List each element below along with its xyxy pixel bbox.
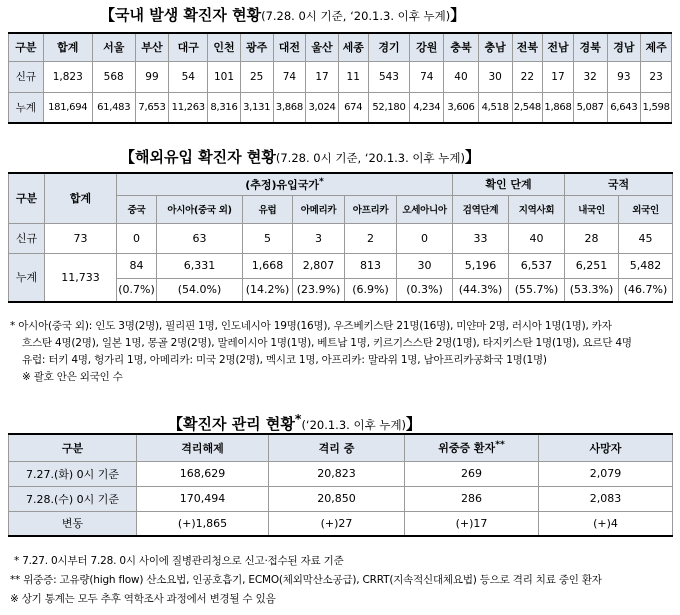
management-header-cell: 구분 — [9, 434, 137, 461]
domestic-header-cell: 합계 — [43, 33, 92, 61]
table-cell: 3,606 — [444, 92, 479, 123]
table-cell: 1,668 — [243, 253, 293, 278]
table-cell: 45 — [619, 223, 673, 253]
table-cell: 54 — [169, 61, 208, 92]
domestic-header-cell: 광주 — [240, 33, 273, 61]
table-cell: (14.2%) — [243, 278, 293, 302]
table-cell: 11,733 — [45, 253, 117, 302]
domestic-cases-table — [8, 32, 672, 124]
table-cell: 28 — [565, 223, 619, 253]
table-cell: 3,131 — [240, 92, 273, 123]
row-label: 7.27.(화) 0시 기준 — [9, 461, 137, 486]
table-cell: 1,868 — [543, 92, 574, 123]
table-cell: (+)4 — [539, 511, 673, 536]
table-cell: 20,850 — [269, 486, 405, 511]
overseas-subheader: 검역단계 — [453, 195, 509, 223]
row-label: 신규 — [9, 223, 45, 253]
table-cell: (0.3%) — [397, 278, 453, 302]
table-cell: 93 — [607, 61, 641, 92]
table-cell: (53.3%) — [565, 278, 619, 302]
note-line: 흐스탄 4명(2명), 일본 1명, 몽골 2명(2명), 말레이시아 1명(1명), 베트남 1명, 키르기스스탄 2명(1명), 타지키스탄 1명(1명), 요르단 4명 — [22, 337, 632, 349]
table-cell: 30 — [478, 61, 512, 92]
table-cell: 674 — [338, 92, 368, 123]
domestic-header-cell: 전북 — [512, 33, 543, 61]
overseas-row-new — [9, 223, 673, 253]
table-cell: 0 — [397, 223, 453, 253]
table-cell: 170,494 — [137, 486, 269, 511]
overseas-subheader: 내국인 — [565, 195, 619, 223]
table-cell: 2,079 — [539, 461, 673, 486]
footer-line: ** 위중증: 고유량(high flow) 산소요법, 인공호흡기, ECMO(체외막산소공급), CRRT(지속적신대체요법) 등으로 격리 치료 중인 환자 — [10, 574, 602, 586]
overseas-cases-table — [8, 172, 673, 303]
table-cell: 40 — [444, 61, 479, 92]
table-cell: 63 — [157, 223, 243, 253]
overseas-subheader: 아시아(중국 외) — [157, 195, 243, 223]
table-cell: 6,537 — [509, 253, 565, 278]
table-cell: 269 — [405, 461, 539, 486]
table-cell: (0.7%) — [117, 278, 157, 302]
table-cell: 1,823 — [43, 61, 92, 92]
table-cell: 543 — [368, 61, 410, 92]
management-header-cell: 사망자 — [539, 434, 673, 461]
table-cell: 20,823 — [269, 461, 405, 486]
table-cell: 813 — [345, 253, 397, 278]
management-row-change — [9, 511, 673, 536]
table-cell: (+)1,865 — [137, 511, 269, 536]
management-row — [9, 461, 673, 486]
domestic-header-cell: 경북 — [573, 33, 607, 61]
table-cell: (54.0%) — [157, 278, 243, 302]
footer-notes — [10, 552, 602, 609]
row-label: 신규 — [9, 61, 44, 92]
domestic-header-cell: 구분 — [9, 33, 44, 61]
domestic-title: 【국내 발생 확진자 현황(7.28. 0시 기준, ‘20.1.3. 이후 누계)】 — [100, 6, 466, 24]
table-cell: 5,196 — [453, 253, 509, 278]
table-cell: 6,251 — [565, 253, 619, 278]
table-cell: 61,483 — [92, 92, 135, 123]
table-cell: 2,548 — [512, 92, 543, 123]
table-cell: 286 — [405, 486, 539, 511]
table-cell: 6,331 — [157, 253, 243, 278]
domestic-header-cell: 충남 — [478, 33, 512, 61]
overseas-group-nation: 국적 — [565, 173, 673, 195]
table-cell: 22 — [512, 61, 543, 92]
table-cell: 32 — [573, 61, 607, 92]
table-cell: 7,653 — [135, 92, 169, 123]
overseas-group-countries: (추정)유입국가* — [117, 173, 453, 195]
table-cell: 8,316 — [208, 92, 241, 123]
management-table — [8, 433, 673, 537]
domestic-header-cell: 충북 — [444, 33, 479, 61]
table-cell: 3,868 — [273, 92, 306, 123]
overseas-subheader: 중국 — [117, 195, 157, 223]
table-cell: (46.7%) — [619, 278, 673, 302]
domestic-header-cell: 경기 — [368, 33, 410, 61]
management-row — [9, 486, 673, 511]
row-label: 7.28.(수) 0시 기준 — [9, 486, 137, 511]
table-cell: (23.9%) — [293, 278, 345, 302]
domestic-header-cell: 강원 — [410, 33, 444, 61]
overseas-group-confirm: 확인 단계 — [453, 173, 565, 195]
overseas-row-cumulative — [9, 253, 673, 278]
table-cell: 568 — [92, 61, 135, 92]
table-cell: 4,234 — [410, 92, 444, 123]
domestic-header-cell: 부산 — [135, 33, 169, 61]
table-cell: 4,518 — [478, 92, 512, 123]
domestic-row-new — [9, 61, 672, 92]
table-cell: 30 — [397, 253, 453, 278]
table-cell: 6,643 — [607, 92, 641, 123]
overseas-subheader: 외국인 — [619, 195, 673, 223]
table-cell: 74 — [273, 61, 306, 92]
table-cell: 17 — [306, 61, 339, 92]
management-title: 【확진자 관리 현황*(‘20.1.3. 이후 누계)】 — [168, 411, 422, 433]
table-cell: (6.9%) — [345, 278, 397, 302]
overseas-header-row-1 — [9, 173, 673, 195]
row-label: 누계 — [9, 92, 44, 123]
table-cell: 11,263 — [169, 92, 208, 123]
table-cell: (44.3%) — [453, 278, 509, 302]
table-cell: 40 — [509, 223, 565, 253]
table-cell: 101 — [208, 61, 241, 92]
table-cell: (+)17 — [405, 511, 539, 536]
overseas-subheader: 아메리카 — [293, 195, 345, 223]
domestic-header-row — [9, 33, 672, 61]
table-cell: 25 — [240, 61, 273, 92]
domestic-header-cell: 울산 — [306, 33, 339, 61]
overseas-col-gubun: 구분 — [9, 173, 45, 223]
table-cell: 74 — [410, 61, 444, 92]
note-line: * 아시아(중국 외): 인도 3명(2명), 필리핀 1명, 인도네시아 19명(16명), 우즈베키스탄 21명(16명), 미얀마 2명, 러시아 1명(1명), 카자 — [10, 320, 612, 332]
table-cell: (+)27 — [269, 511, 405, 536]
footer-line: * 7.27. 0시부터 7.28. 0시 사이에 질병관리청으로 신고·접수된 자료 기준 — [14, 555, 344, 567]
table-cell: 168,629 — [137, 461, 269, 486]
table-cell: 5,482 — [619, 253, 673, 278]
table-cell: 33 — [453, 223, 509, 253]
overseas-notes — [10, 318, 632, 386]
overseas-subheader: 오세아니아 — [397, 195, 453, 223]
overseas-col-total: 합계 — [45, 173, 117, 223]
table-cell: 2 — [345, 223, 397, 253]
table-cell: 52,180 — [368, 92, 410, 123]
table-cell: 11 — [338, 61, 368, 92]
overseas-subheader: 지역사회 — [509, 195, 565, 223]
domestic-row-cumulative — [9, 92, 672, 123]
domestic-header-cell: 제주 — [641, 33, 672, 61]
table-cell: 3,024 — [306, 92, 339, 123]
table-cell: 3 — [293, 223, 345, 253]
table-cell: 23 — [641, 61, 672, 92]
table-cell: 5 — [243, 223, 293, 253]
management-header-cell: 격리해제 — [137, 434, 269, 461]
management-header-row — [9, 434, 673, 461]
overseas-title: 【해외유입 확진자 현황(7.28. 0시 기준, ‘20.1.3. 이후 누계)】 — [120, 148, 481, 166]
table-cell: 99 — [135, 61, 169, 92]
overseas-subheader: 아프리카 — [345, 195, 397, 223]
note-line: ※ 괄호 안은 외국인 수 — [22, 371, 123, 383]
table-cell: 17 — [543, 61, 574, 92]
table-cell: 5,087 — [573, 92, 607, 123]
domestic-header-cell: 전남 — [543, 33, 574, 61]
management-header-cell: 격리 중 — [269, 434, 405, 461]
row-label: 누계 — [9, 253, 45, 302]
table-cell: (55.7%) — [509, 278, 565, 302]
table-cell: 84 — [117, 253, 157, 278]
table-cell: 73 — [45, 223, 117, 253]
note-line: 유럽: 터키 4명, 헝가리 1명, 아메리카: 미국 2명(2명), 멕시코 1명, 아프리카: 말라위 1명, 남아프리카공화국 1명(1명) — [22, 354, 547, 366]
domestic-header-cell: 세종 — [338, 33, 368, 61]
domestic-header-cell: 대구 — [169, 33, 208, 61]
row-label: 변동 — [9, 511, 137, 536]
domestic-header-cell: 경남 — [607, 33, 641, 61]
table-cell: 181,694 — [43, 92, 92, 123]
table-cell: 2,807 — [293, 253, 345, 278]
table-cell: 0 — [117, 223, 157, 253]
table-cell: 2,083 — [539, 486, 673, 511]
domestic-header-cell: 대전 — [273, 33, 306, 61]
overseas-subheader: 유럽 — [243, 195, 293, 223]
management-header-cell: 위중증 환자** — [405, 434, 539, 461]
domestic-header-cell: 인천 — [208, 33, 241, 61]
table-cell: 1,598 — [641, 92, 672, 123]
footer-line: ※ 상기 통계는 모두 추후 역학조사 과정에서 변경될 수 있음 — [10, 593, 276, 605]
domestic-header-cell: 서울 — [92, 33, 135, 61]
